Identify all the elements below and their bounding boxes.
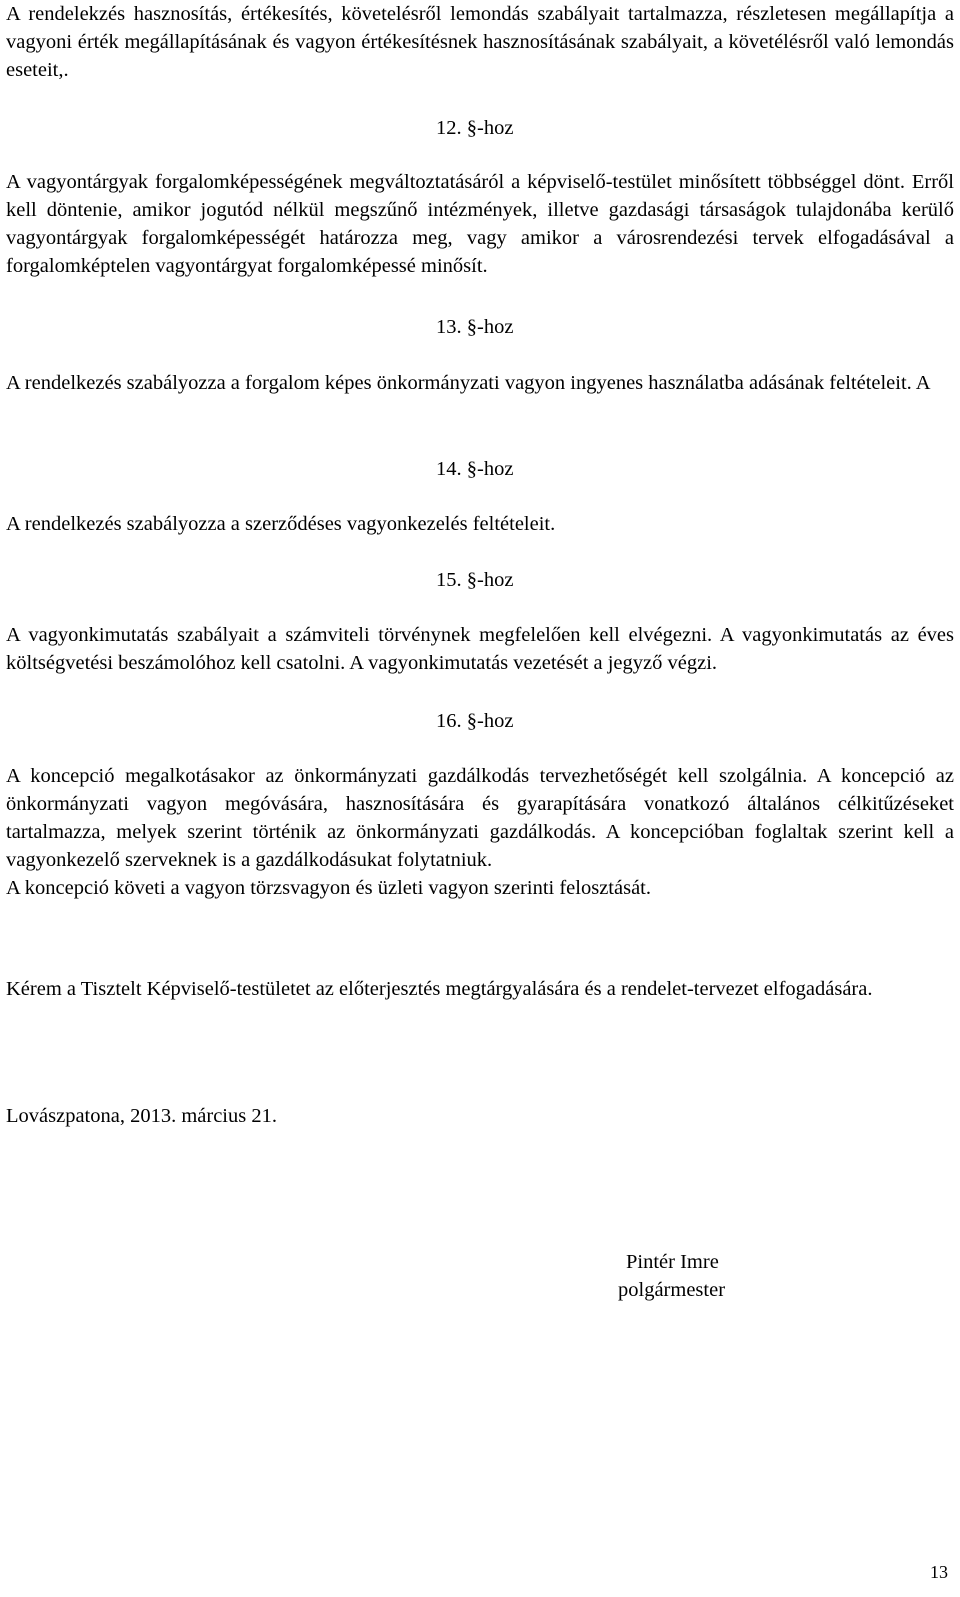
place-date (6, 1102, 954, 1130)
section-13-body (6, 369, 954, 397)
request-text: Kérem a Tisztelt Képviselő-testületet az előterjesztés megtárgyalására és a rendelet-tervezet elfogadására. (6, 978, 873, 1000)
page-number: 13 (930, 1562, 948, 1582)
intro-text: A rendelekzés hasznosítás, értékesítés, követelésről lemondás szabályait tartalmazza, részletesen megállapítja a vagyoni érték megállapításának és vagyon értékesítésnek hasznosításának szabályait, a követélésről való lemondás eseteit,. (6, 3, 954, 81)
section-14-text: A rendelkezés szabályozza a szerződéses vagyonkezelés feltételeit. (6, 513, 556, 535)
section-15-text: A vagyonkimutatás szabályait a számviteli törvénynek megfelelően kell elvégezni. A vagyonkimutatás az éves költségvetési beszámolóhoz kell csatolni. A vagyonkimutatás vezetését a jegyző végzi. (6, 624, 954, 674)
request-paragraph (6, 975, 954, 1003)
section-12-body (6, 168, 954, 280)
section-14-heading: 14. §-hoz (436, 458, 514, 480)
section-13-text: A rendelkezés szabályozza a forgalom képes önkormányzati vagyon ingyenes használatba adásának feltételeit. A (6, 372, 931, 394)
document-page (6, 0, 954, 1597)
signature-name: Pintér Imre (626, 1251, 719, 1273)
section-15-body (6, 621, 954, 677)
section-16-body (6, 762, 954, 902)
signature-title: polgármester (618, 1279, 726, 1301)
section-16-text: A koncepció megalkotásakor az önkormányzati gazdálkodás tervezhetőségét kell szolgálnia. A koncepció az önkormányzati vagyon megóvására, hasznosítására és gyarapítására vonatkozó általános célkitűzéseket tartalmazza, melyek szerint történik az önkormányzati gazdálkodás. A koncepcióban foglaltak szerint kell a vagyonkezelő szerveknek is a gazdálkodásukat folytatniuk. (6, 765, 954, 871)
section-12-heading: 12. §-hoz (436, 117, 514, 139)
section-13-heading: 13. §-hoz (436, 316, 514, 338)
signature-block (618, 1248, 778, 1304)
intro-paragraph (6, 0, 954, 84)
section-14-body (6, 510, 954, 538)
place-date-text: Lovászpatona, 2013. március 21. (6, 1105, 277, 1127)
section-16-heading: 16. §-hoz (436, 710, 514, 732)
section-16-text-2: A koncepció követi a vagyon törzsvagyon és üzleti vagyon szerinti felosztását. (6, 877, 651, 899)
section-12-text: A vagyontárgyak forgalomképességének megváltoztatásáról a képviselő-testület minősített többséggel dönt. Erről kell döntenie, amikor jogutód nélkül megszűnő intézmények, illetve gazdasági társaságok tulajdonába kerülő vagyontárgyak forgalomképességét határozza meg, vagy amikor a városrendezési tervek elfogadásával a forgalomképtelen vagyontárgyat forgalomképessé minősít. (6, 171, 954, 277)
section-15-heading: 15. §-hoz (436, 569, 514, 591)
